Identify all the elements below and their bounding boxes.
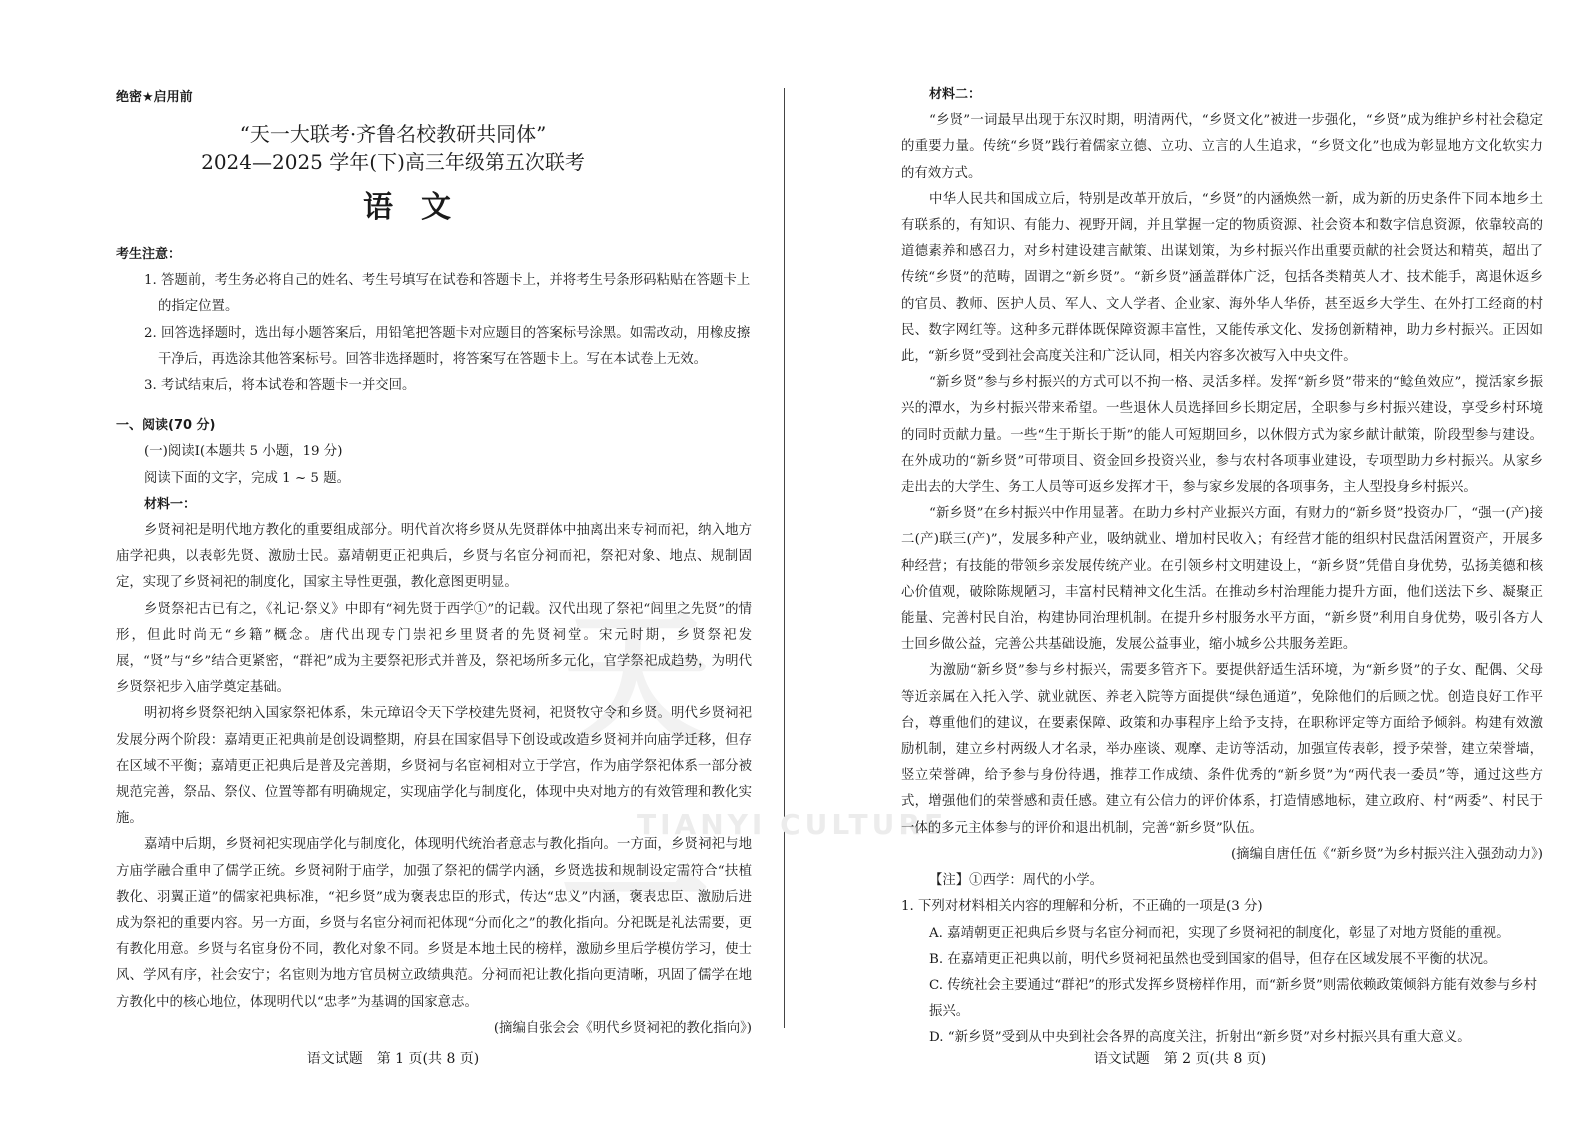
material-1-paragraph: 乡贤祠祀是明代地方教化的重要组成部分。明代首次将乡贤从先贤群体中抽离出来专祠而祀，纳入地方庙学祀典，以表彰先贤、激励士民。嘉靖朝更正祀典后，乡贤与名宦分祠而祀，祭祀对象、地点、规制固定，实现了乡贤祠祀的制度化，国家主导性更强，教化意图更明显。: [116, 523, 752, 591]
exam-title-line1: “天一大联考·齐鲁名校教研共同体”: [239, 122, 547, 146]
material-2-paragraph: “乡贤”一词最早出现于东汉时期，明清两代，“乡贤文化”被进一步强化，“乡贤”成为维护乡村社会稳定的重要力量。传统“乡贤”践行着儒家立德、立功、立言的人生追求，“乡贤文化”也成为彰显地方文化软实力的有效方式。: [901, 113, 1543, 181]
notice-item-3: 3. 考试结束后，将本试卷和答题卡一并交回。: [144, 378, 416, 394]
material-2-source: (摘编自唐任伍《“新乡贤”为乡村振兴注入强劲动力》): [1230, 846, 1543, 862]
material-1-paragraph: 乡贤祭祀古已有之，《礼记·祭义》中即有“祠先贤于西学①”的记载。汉代出现了祭祀“闾里之先贤”的情形，但此时尚无“乡籍”概念。唐代出现专门崇祀乡里贤者的先贤祠堂。宋元时期，乡贤祭祀发展，“贤”与“乡”结合更紧密，“群祀”成为主要祭祀形式并普及，祭祀场所多元化，官学祭祀成趋势，为明代乡贤祭祀步入庙学奠定基础。: [116, 601, 752, 696]
question-1-option-b: B. 在嘉靖更正祀典以前，明代乡贤祠祀虽然也受到国家的倡导，但存在区域发展不平衡的状况。: [929, 951, 1497, 967]
question-1: 1. 下列对材料相关内容的理解和分析，不正确的一项是(3 分): [901, 899, 1263, 915]
material-2-label: 材料二：: [929, 87, 982, 102]
question-1-option-c: C. 传统社会主要通过“群祀”的形式发挥乡贤榜样作用，而“新乡贤”则需依赖政策倾斜方能有效参与乡村振兴。: [929, 977, 1538, 1020]
material-2-paragraph: “新乡贤”参与乡村振兴的方式可以不拘一格、灵活多样。发挥“新乡贤”带来的“鲶鱼效应”，搅活家乡振兴的潭水，为乡村振兴带来希望。一些退休人员选择回乡长期定居，全职参与乡村振兴建设，享受乡村环境的同时贡献力量。一些“生于斯长于斯”的能人可短期回乡，以休假方式为家乡献计献策，阶段型参与建设。在外成功的“新乡贤”可带项目、资金回乡投资兴业，参与农村各项事业建设，专项型助力乡村振兴。从家乡走出去的大学生、务工人员等可返乡发挥才干，参与家乡发展的各项事务，主人型投身乡村振兴。: [901, 375, 1543, 496]
material-1-label: 材料一：: [144, 496, 197, 512]
watermark-text: TIANYI CULTURE: [637, 808, 948, 841]
footnote: 【注】①西学：周代的小学。: [929, 873, 1104, 889]
section-heading: 一、阅读(70 分): [116, 418, 216, 434]
material-2-paragraph: 中华人民共和国成立后，特别是改革开放后，“乡贤”的内涵焕然一新，成为新的历史条件下同本地乡土有联系的，有知识、有能力、视野开阔，并且掌握一定的物质资源、社会资本和数字信息资源，依靠较高的道德素养和感召力，对乡村建设建言献策、出谋划策，为乡村振兴作出重要贡献的社会贤达和精英，超出了传统“乡贤”的范畴，固谓之“新乡贤”。“新乡贤”涵盖群体广泛，包括各类精英人才、技术能手，离退休返乡的官员、教师、医护人员、军人、文人学者、企业家、海外华人华侨，甚至返乡大学生、在外打工经商的村民、数字网红等。这种多元群体既保障资源丰富性，又能传承文化、发扬创新精神，助力乡村振兴。正因如此，“新乡贤”受到社会高度关注和广泛认同，相关内容多次被写入中央文件。: [901, 191, 1543, 365]
exam-title-line2: 2024—2025 学年(下)高三年级第五次联考: [201, 150, 585, 174]
reading-instruction: 阅读下面的文字，完成 1 ~ 5 题。: [144, 470, 350, 486]
page-1: [0, 0, 786, 1138]
notice-heading: 考生注意：: [116, 247, 182, 262]
page-2-footer: 语文试题 第 2 页(共 8 页): [1093, 1051, 1267, 1067]
left-content: [116, 242, 752, 1042]
material-1-paragraph: 嘉靖中后期，乡贤祠祀实现庙学化与制度化，体现明代统治者意志与教化指向。一方面，乡贤祠祀与地方庙学融合重申了儒学正统。乡贤祠附于庙学，加强了祭祀的儒学内涵，乡贤选拔和规制设定需符合“扶植教化、羽翼正道”的儒家祀典标准，“祀乡贤”成为褒表忠臣的形式，传达“忠义”内涵，褒表忠臣、激励后进成为祭祀的重要内容。另一方面，乡贤与名宦分祠而祀体现“分而化之”的教化指向。分祀既是礼法需要，更有教化用意。乡贤与名宦身份不同，教化对象不同。乡贤是本地土民的榜样，激励乡里后学模仿学习，使士风、学风有序，社会安宁；名宦则为地方官员树立政绩典范。分祠而祀让教化指向更清晰，巩固了儒学在地方教化中的核心地位，体现明代以“忠孝”为基调的国家意志。: [116, 837, 752, 1010]
watermark-brand: 天一: [560, 595, 711, 985]
notice-item-1: 1. 答题前，考生务必将自己的姓名、考生号填写在试卷和答题卡上，并将考生号条形码粘贴在答题卡上的指定位置。: [144, 273, 751, 315]
question-1-option-d: D. “新乡贤”受到从中央到社会各界的高度关注，折射出“新乡贤”对乡村振兴具有重大意义。: [929, 1030, 1471, 1046]
question-1-option-a: A. 嘉靖朝更正祀典后乡贤与名宦分祠而祀，实现了乡贤祠祀的制度化，彰显了对地方贤能的重视。: [929, 925, 1510, 941]
material-1-source: (摘编自张会会《明代乡贤祠祀的教化指向》): [493, 1020, 752, 1036]
subject-title: 语文: [363, 190, 479, 225]
page-2: [637, 0, 1573, 1138]
right-content: [901, 82, 1543, 1052]
subsection-title: (一)阅读Ⅰ(本题共 5 小题，19 分): [144, 444, 343, 460]
page-1-footer: 语文试题 第 1 页(共 8 页): [306, 1051, 480, 1067]
secret-label: 绝密★启用前: [116, 90, 193, 105]
notice-item-2: 2. 回答选择题时，选出每小题答案后，用铅笔把答题卡对应题目的答案标号涂黑。如需改动，用橡皮擦干净后，再选涂其他答案标号。回答非选择题时，将答案写在答题卡上。写在本试卷上无效。: [144, 325, 751, 367]
material-2-paragraph: “新乡贤”在乡村振兴中作用显著。在助力乡村产业振兴方面，有财力的“新乡贤”投资办厂，“强一(产)接二(产)联三(产)”，发展多种产业，吸纳就业、增加村民收入；有经营才能的组织村民盘活闲置资产，开展多种经营；有技能的带领乡亲发展传统产业。在引领乡村文明建设上，“新乡贤”凭借自身优势，弘扬美德和核心价值观，破除陈规陋习，丰富村民精神文化生活。在推动乡村治理能力提升方面，他们送法下乡、凝聚正能量、完善村民自治，构建协同治理机制。在提升乡村服务水平方面，“新乡贤”利用自身优势，吸引各方人士回乡做公益，完善公共基础设施，发展公益事业，缩小城乡公共服务差距。: [901, 506, 1543, 653]
material-1-paragraph: 明初将乡贤祭祀纳入国家祭祀体系，朱元璋诏令天下学校建先贤祠，祀贤牧守令和乡贤。明代乡贤祠祀发展分两个阶段：嘉靖更正祀典前是创设调整期，府县在国家倡导下创设或改造乡贤祠并向庙学迁移，但存在区域不平衡；嘉靖更正祀典后是普及完善期，乡贤祠与名宦祠相对立于学宫，作为庙学祭祀体系一部分被规范完善，祭品、祭仪、位置等都有明确规定，实现庙学化与制度化，体现中央对地方的有效管理和教化实施。: [116, 706, 752, 827]
material-2-paragraph: 为激励“新乡贤”参与乡村振兴，需要多管齐下。要提供舒适生活环境，为“新乡贤”的子女、配偶、父母等近亲属在入托入学、就业就医、养老入院等方面提供“绿色通道”，免除他们的后顾之忧。创造良好工作平台，尊重他们的建议，在要素保障、政策和办事程序上给予支持，在职称评定等方面给予倾斜。构建有效激励机制，建立乡村两级人才名录，举办座谈、观摩、走访等活动，加强宣传表彰，授予荣誉，建立荣誉墙，竖立荣誉碑，给予参与身份待遇，推荐工作成绩、条件优秀的“新乡贤”为“两代表一委员”等，通过这些方式，增强他们的荣誉感和责任感。建立有公信力的评价体系，打造情感地标，建立政府、村“两委”、村民于一体的多元主体参与的评价和退出机制，完善“新乡贤”队伍。: [901, 663, 1543, 836]
